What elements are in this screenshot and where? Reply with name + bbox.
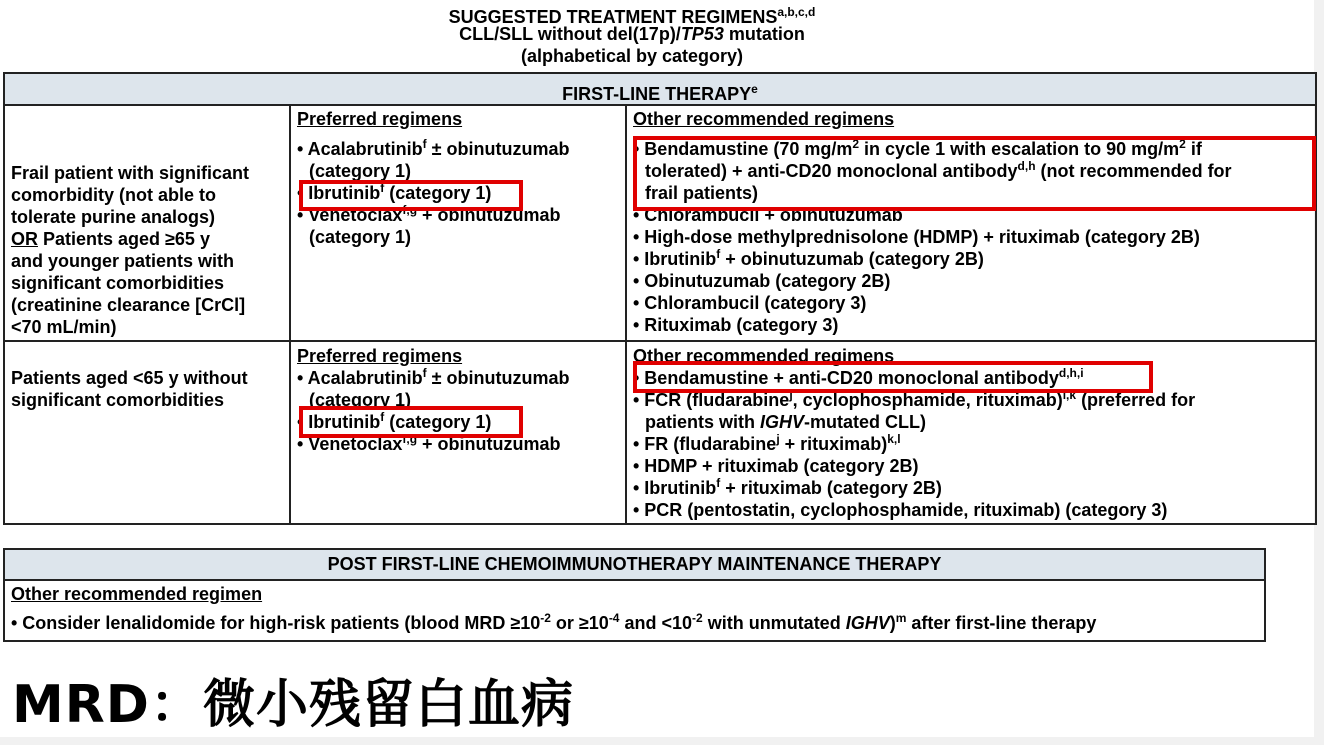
list-item: • Venetoclax$^{f,g}$ + obinutuzumab [297,432,561,454]
bottom-frame-edge [0,737,1324,745]
list-item: • Ibrutinib$^f$ + rituximab (category 2B) [633,476,942,498]
list-item: (category 1) [309,390,412,410]
list-item: • Ibrutinib$^f$ (category 1) [297,181,492,203]
highlight-box-ibrutinib-row2 [299,406,523,438]
highlight-box-bendamustine-row1 [633,136,1316,211]
list-item: (category 1) [309,227,412,247]
row1-preferred-cell [297,108,570,248]
preferred-heading: Preferred regimens [297,346,463,366]
highlight-box-bendamustine-row2 [633,361,1153,393]
row2-patient-cell: Patients aged <65 y without significant comorbidities [11,368,248,410]
maintenance-therapy-band: POST FIRST-LINE CHEMOIMMUNOTHERAPY MAINTENANCE THERAPY [5,550,1264,581]
highlight-box-ibrutinib-row1 [299,180,523,211]
row-divider [5,340,1315,342]
list-item: • HDMP + rituximab (category 2B) [633,456,919,476]
column-divider-2 [625,104,627,523]
list-item: • Ibrutinib$^f$ + obinutuzumab (category 2B) [633,247,984,269]
list-item: • Acalabrutinib$^f$ ± obinutuzumab [297,137,570,159]
mrd-footnote: MRD：微小残留白血病 [12,675,574,735]
list-item: • Acalabrutinib$^f$ ± obinutuzumab [297,366,570,388]
page-subtitle-note: (alphabetical by category) [520,46,744,66]
list-item: • FCR (fludarabine$^j$, cyclophosphamide, rituximab)$^{i,k}$ (preferred for [633,388,1196,410]
page-subtitle: CLL/SLL without del(17p)/TP53 mutation [459,24,805,44]
first-line-therapy-band: FIRST-LINE THERAPY$^e$ [5,74,1315,106]
other-heading: Other recommended regimens [633,109,895,129]
list-item: (category 1) [309,161,412,181]
list-item: • FR (fludarabine$^j$ + rituximab)$^{k,l}$ [633,432,901,454]
list-item: frail patients) [645,183,759,203]
list-item: tolerated) + anti-CD20 monoclonal antibody$^{d,h}$ (not recommended for [645,159,1232,181]
row1-patient-cell: Frail patient with significant comorbidity (not able to tolerate purine analogs) OR Patients aged ≥65 y and younger patients with significant comorbidities (creatinine clearance [CrCl] <70 mL/min) [11,163,250,337]
list-item: patients with IGHV-mutated CLL) [645,412,927,432]
list-item: • Bendamustine + anti-CD20 monoclonal antibody$^{d,h,i}$ [633,366,1084,388]
other-heading: Other recommended regimens [633,346,895,366]
list-item: • Chlorambucil (category 3) [633,293,867,313]
list-item: • High-dose methylprednisolone (HDMP) + rituximab (category 2B) [633,227,1200,247]
list-item: • Bendamustine (70 $mg/m^2$ in cycle 1 with escalation to 90 $mg/m^2$ if [633,137,1202,159]
maintenance-heading: Other recommended regimen [11,584,263,604]
list-item: • Consider lenalidomide for high-risk patients (blood MRD $\ge 10^{-2}$ or $\ge 10^{-4}$ and $<10^{-2}$ with unmutated IGHV)$^m$ after first-line therapy [11,611,1097,633]
row2-preferred-cell [297,345,570,455]
list-item: • PCR (pentostatin, cyclophosphamide, rituximab) (category 3) [633,500,1168,520]
page-title: SUGGESTED TREATMENT REGIMENS$^{a,b,c,d}$ [448,5,816,27]
list-item: • Ibrutinib$^f$ (category 1) [297,410,492,432]
preferred-heading: Preferred regimens [297,109,463,129]
column-divider-1 [289,104,291,523]
maintenance-cell [11,583,1096,634]
list-item: • Obinutuzumab (category 2B) [633,271,891,291]
list-item: • Chlorambucil + obinutuzumab [633,205,903,225]
list-item: • Venetoclax$^{f,g}$ + obinutuzumab [297,203,561,225]
list-item: • Rituximab (category 3) [633,315,839,335]
